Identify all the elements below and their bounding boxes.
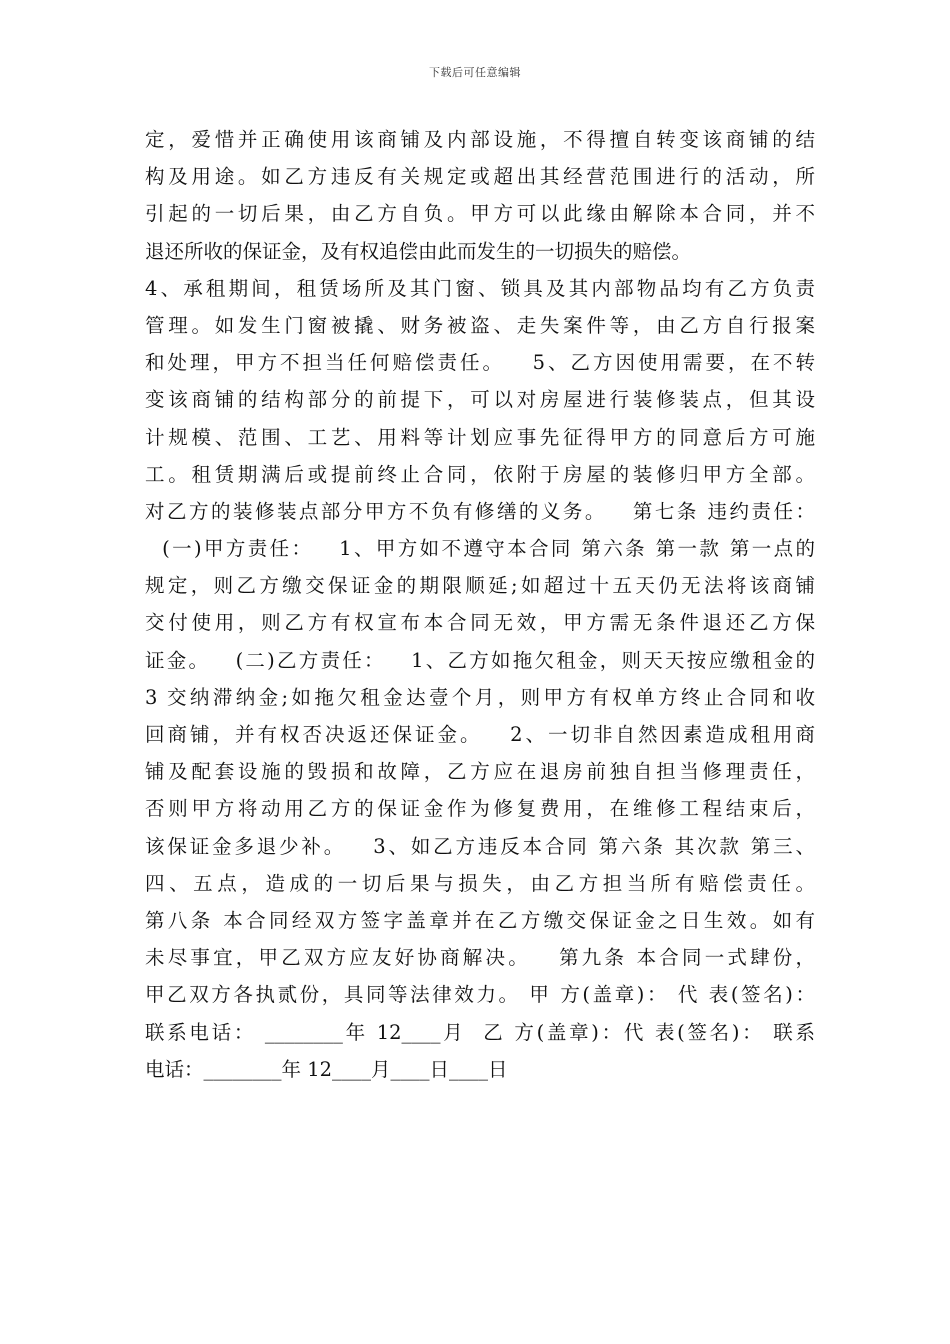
text-line: 和处理，甲方不担当任何赔偿责任。 5、乙方因使用需要，在不转 — [145, 351, 815, 375]
text-line: 否则甲方将动用乙方的保证金作为修复费用，在维修工程结束后， — [145, 797, 815, 821]
text-line: 3 交纳滞纳金;如拖欠租金达壹个月，则甲方有权单方终止合同和收 — [145, 685, 815, 709]
text-line: 回商铺，并有权否决返还保证金。 2、一切非自然因素造成租用商 — [145, 723, 815, 746]
text-line: 管理。如发生门窗被撬、财务被盗、走失案件等，由乙方自行报案 — [145, 313, 815, 337]
text-line: (一)甲方责任： 1、甲方如不遵守本合同 第六条 第一款 第一点的 — [145, 537, 815, 561]
text-line: 铺及配套设施的毁损和故障，乙方应在退房前独自担当修理责任， — [145, 760, 815, 784]
text-line: 变该商铺的结构部分的前提下，可以对房屋进行装修装点，但其设 — [145, 388, 815, 412]
text-line: 该保证金多退少补。 3、如乙方违反本合同 第六条 其次款 第三、 — [145, 834, 815, 858]
text-line: 对乙方的装修装点部分甲方不负有修缮的义务。 第七条 违约责任： — [145, 499, 815, 523]
text-line: 四、五点，造成的一切后果与损失，由乙方担当所有赔偿责任。 — [145, 871, 815, 895]
text-line: 4、承租期间，租赁场所及其门窗、锁具及其内部物品均有乙方负责 — [145, 276, 815, 300]
text-line: 规定，则乙方缴交保证金的期限顺延;如超过十五天仍无法将该商铺 — [145, 574, 815, 598]
text-line: 计规模、范围、工艺、用料等计划应事先征得甲方的同意后方可施 — [145, 425, 815, 449]
text-line: 未尽事宜，甲乙双方应友好协商解决。 第九条 本合同一式肆份， — [145, 946, 815, 970]
text-line: 第八条 本合同经双方签字盖章并在乙方缴交保证金之日生效。如有 — [145, 908, 815, 932]
text-line: 甲乙双方各执贰份，具同等法律效力。 甲 方(盖章)： 代 表(签名)： — [145, 983, 815, 1007]
page-header-note: 下载后可任意编辑 — [429, 66, 521, 79]
text-line: 证金。 (二)乙方责任： 1、乙方如拖欠租金，则天天按应缴租金的 — [145, 648, 815, 672]
text-line: 引起的一切后果，由乙方自负。甲方可以此缘由解除本合同，并不 — [145, 202, 815, 226]
contract-body — [145, 121, 815, 1088]
text-line: 交付使用，则乙方有权宣布本合同无效，甲方需无条件退还乙方保 — [145, 611, 815, 635]
text-line: 联系电话： ________年 12____月 乙 方(盖章)：代 表(签名)： 联系 — [145, 1020, 815, 1044]
text-line: 退还所收的保证金，及有权追偿由此而发生的一切损失的赔偿。 — [145, 239, 692, 263]
text-line: 工。租赁期满后或提前终止合同，依附于房屋的装修归甲方全部。 — [145, 462, 815, 486]
text-line: 定，爱惜并正确使用该商铺及内部设施，不得擅自转变该商铺的结 — [145, 128, 815, 151]
text-line: 构及用途。如乙方违反有关规定或超出其经营范围进行的活动，所 — [145, 165, 815, 189]
text-line: 电话：________年 12____月____日____日 — [145, 1057, 508, 1081]
